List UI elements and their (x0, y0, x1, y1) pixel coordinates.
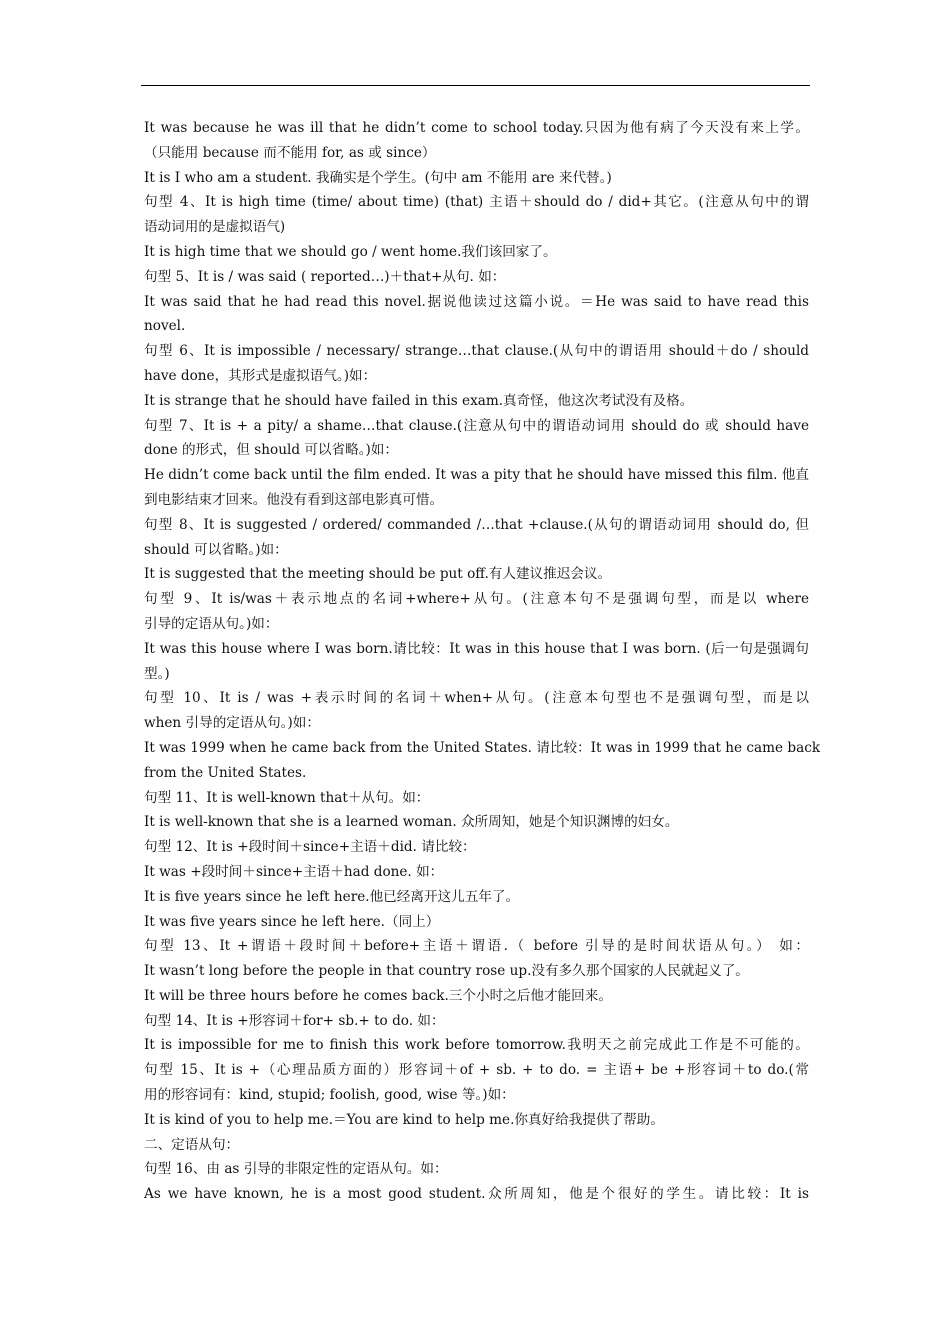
text-line: It is impossible for me to finish this work before tomorrow.我明天之前完成此工作是不可能的。 (144, 1037, 809, 1054)
text-line: It was +段时间＋since+主语＋had done. 如： (144, 863, 444, 880)
text-line: done 的形式，但 should 可以省略。)如： (144, 442, 398, 459)
text-line: It is kind of you to help me.＝You are kind to help me.你真好给我提供了帮助。 (144, 1111, 664, 1128)
text-line: 句型 14、It is +形容词＋for+ sb.+ to do. 如： (144, 1012, 445, 1029)
text-line: 句型 5、It is / was said ( reported…)＋that+从句. 如： (144, 268, 506, 285)
text-line: 句型 6、It is impossible / necessary/ strange…that clause.(从句中的谓语用 should＋do / should (144, 343, 809, 360)
text-line: It wasn’t long before the people in that country rose up.没有多久那个国家的人民就起义了。 (144, 963, 749, 980)
text-line: It is high time that we should go / went home.我们该回家了。 (144, 243, 557, 260)
text-line: when 引导的定语从句。)如： (144, 715, 320, 732)
text-line: 引导的定语从句。)如： (144, 615, 279, 632)
text-line: As we have known, he is a most good student.众所周知，他是个很好的学生。请比较：It is (144, 1186, 809, 1203)
text-line: It is strange that he should have failed in this exam.真奇怪，他这次考试没有及格。 (144, 392, 694, 409)
text-line: 句型 10、It is / was +表示时间的名词＋when+从句。(注意本句型也不是强调句型，而是以 (144, 690, 809, 707)
text-line: It is well-known that she is a learned woman. 众所周知，她是个知识渊博的妇女。 (144, 814, 679, 831)
text-line: It was this house where I was born.请比较：It was in this house that I was born. (后一句是强调句 (144, 640, 809, 657)
text-line: 句型 9、It is/was＋表示地点的名词+where+从句。(注意本句不是强调句型，而是以 where (144, 591, 809, 608)
text-line: It was five years since he left here.（同上） (144, 913, 440, 930)
text-line: 句型 7、It is + a pity/ a shame…that clause.(注意从句中的谓语动词用 should do 或 should have (144, 417, 809, 434)
text-line: have done，其形式是虚拟语气。)如： (144, 367, 377, 384)
text-line: （只能用 because 而不能用 for, as 或 since） (144, 144, 436, 161)
text-line: from the United States. (144, 764, 307, 781)
text-line: It is I who am a student. 我确实是个学生。(句中 am 不能用 are 来代替。) (144, 169, 612, 186)
text-line: 句型 13、It +谓语＋段时间＋before+主语＋谓语.（ before 引导的是时间状语从句。） 如： (144, 938, 809, 955)
text-line: 句型 8、It is suggested / ordered/ commanded /…that +clause.(从句的谓语动词用 should do, 但 (144, 516, 809, 533)
text-line: 句型 11、It is well-known that＋从句。如： (144, 789, 430, 806)
text-line: 句型 15、It is +（心理品质方面的）形容词＋of + sb. + to do. = 主语+ be +形容词＋to do.(常 (144, 1062, 809, 1079)
text-line: should 可以省略。)如： (144, 541, 288, 558)
text-line: It will be three hours before he comes back.三个小时之后他才能回来。 (144, 987, 612, 1004)
text-line: 到电影结束才回来。他没有看到这部电影真可惜。 (144, 491, 444, 508)
text-line: 句型 12、It is +段时间＋since+主语＋did. 请比较： (144, 839, 476, 856)
text-line: It was said that he had read this novel.据说他读过这篇小说。＝He was said to have read this (144, 293, 809, 310)
text-line: It was 1999 when he came back from the United States. 请比较：It was in 1999 that he came back (144, 739, 821, 756)
text-line: He didn’t come back until the film ended. It was a pity that he should have missed this film. 他直 (144, 467, 809, 484)
text-line: 二、定语从句： (144, 1136, 240, 1153)
document-body (144, 116, 821, 1207)
header-rule (141, 85, 810, 86)
text-line: 句型 16、由 as 引导的非限定性的定语从句。如： (144, 1161, 448, 1178)
text-line: 语动词用的是虚拟语气) (144, 219, 286, 236)
text-line: It was because he was ill that he didn’t come to school today.只因为他有病了今天没有来上学。 (144, 120, 809, 136)
text-line: It is five years since he left here.他已经离开这儿五年了。 (144, 888, 520, 905)
text-line: novel. (144, 318, 186, 335)
text-line: 句型 4、It is high time (time/ about time) (that) 主语＋should do / did+其它。(注意从句中的谓 (144, 194, 809, 211)
text-line: 型。) (144, 665, 170, 682)
text-line: It is suggested that the meeting should be put off.有人建议推迟会议。 (144, 566, 612, 583)
text-line: 用的形容词有：kind, stupid; foolish, good, wise 等。)如： (144, 1087, 515, 1104)
